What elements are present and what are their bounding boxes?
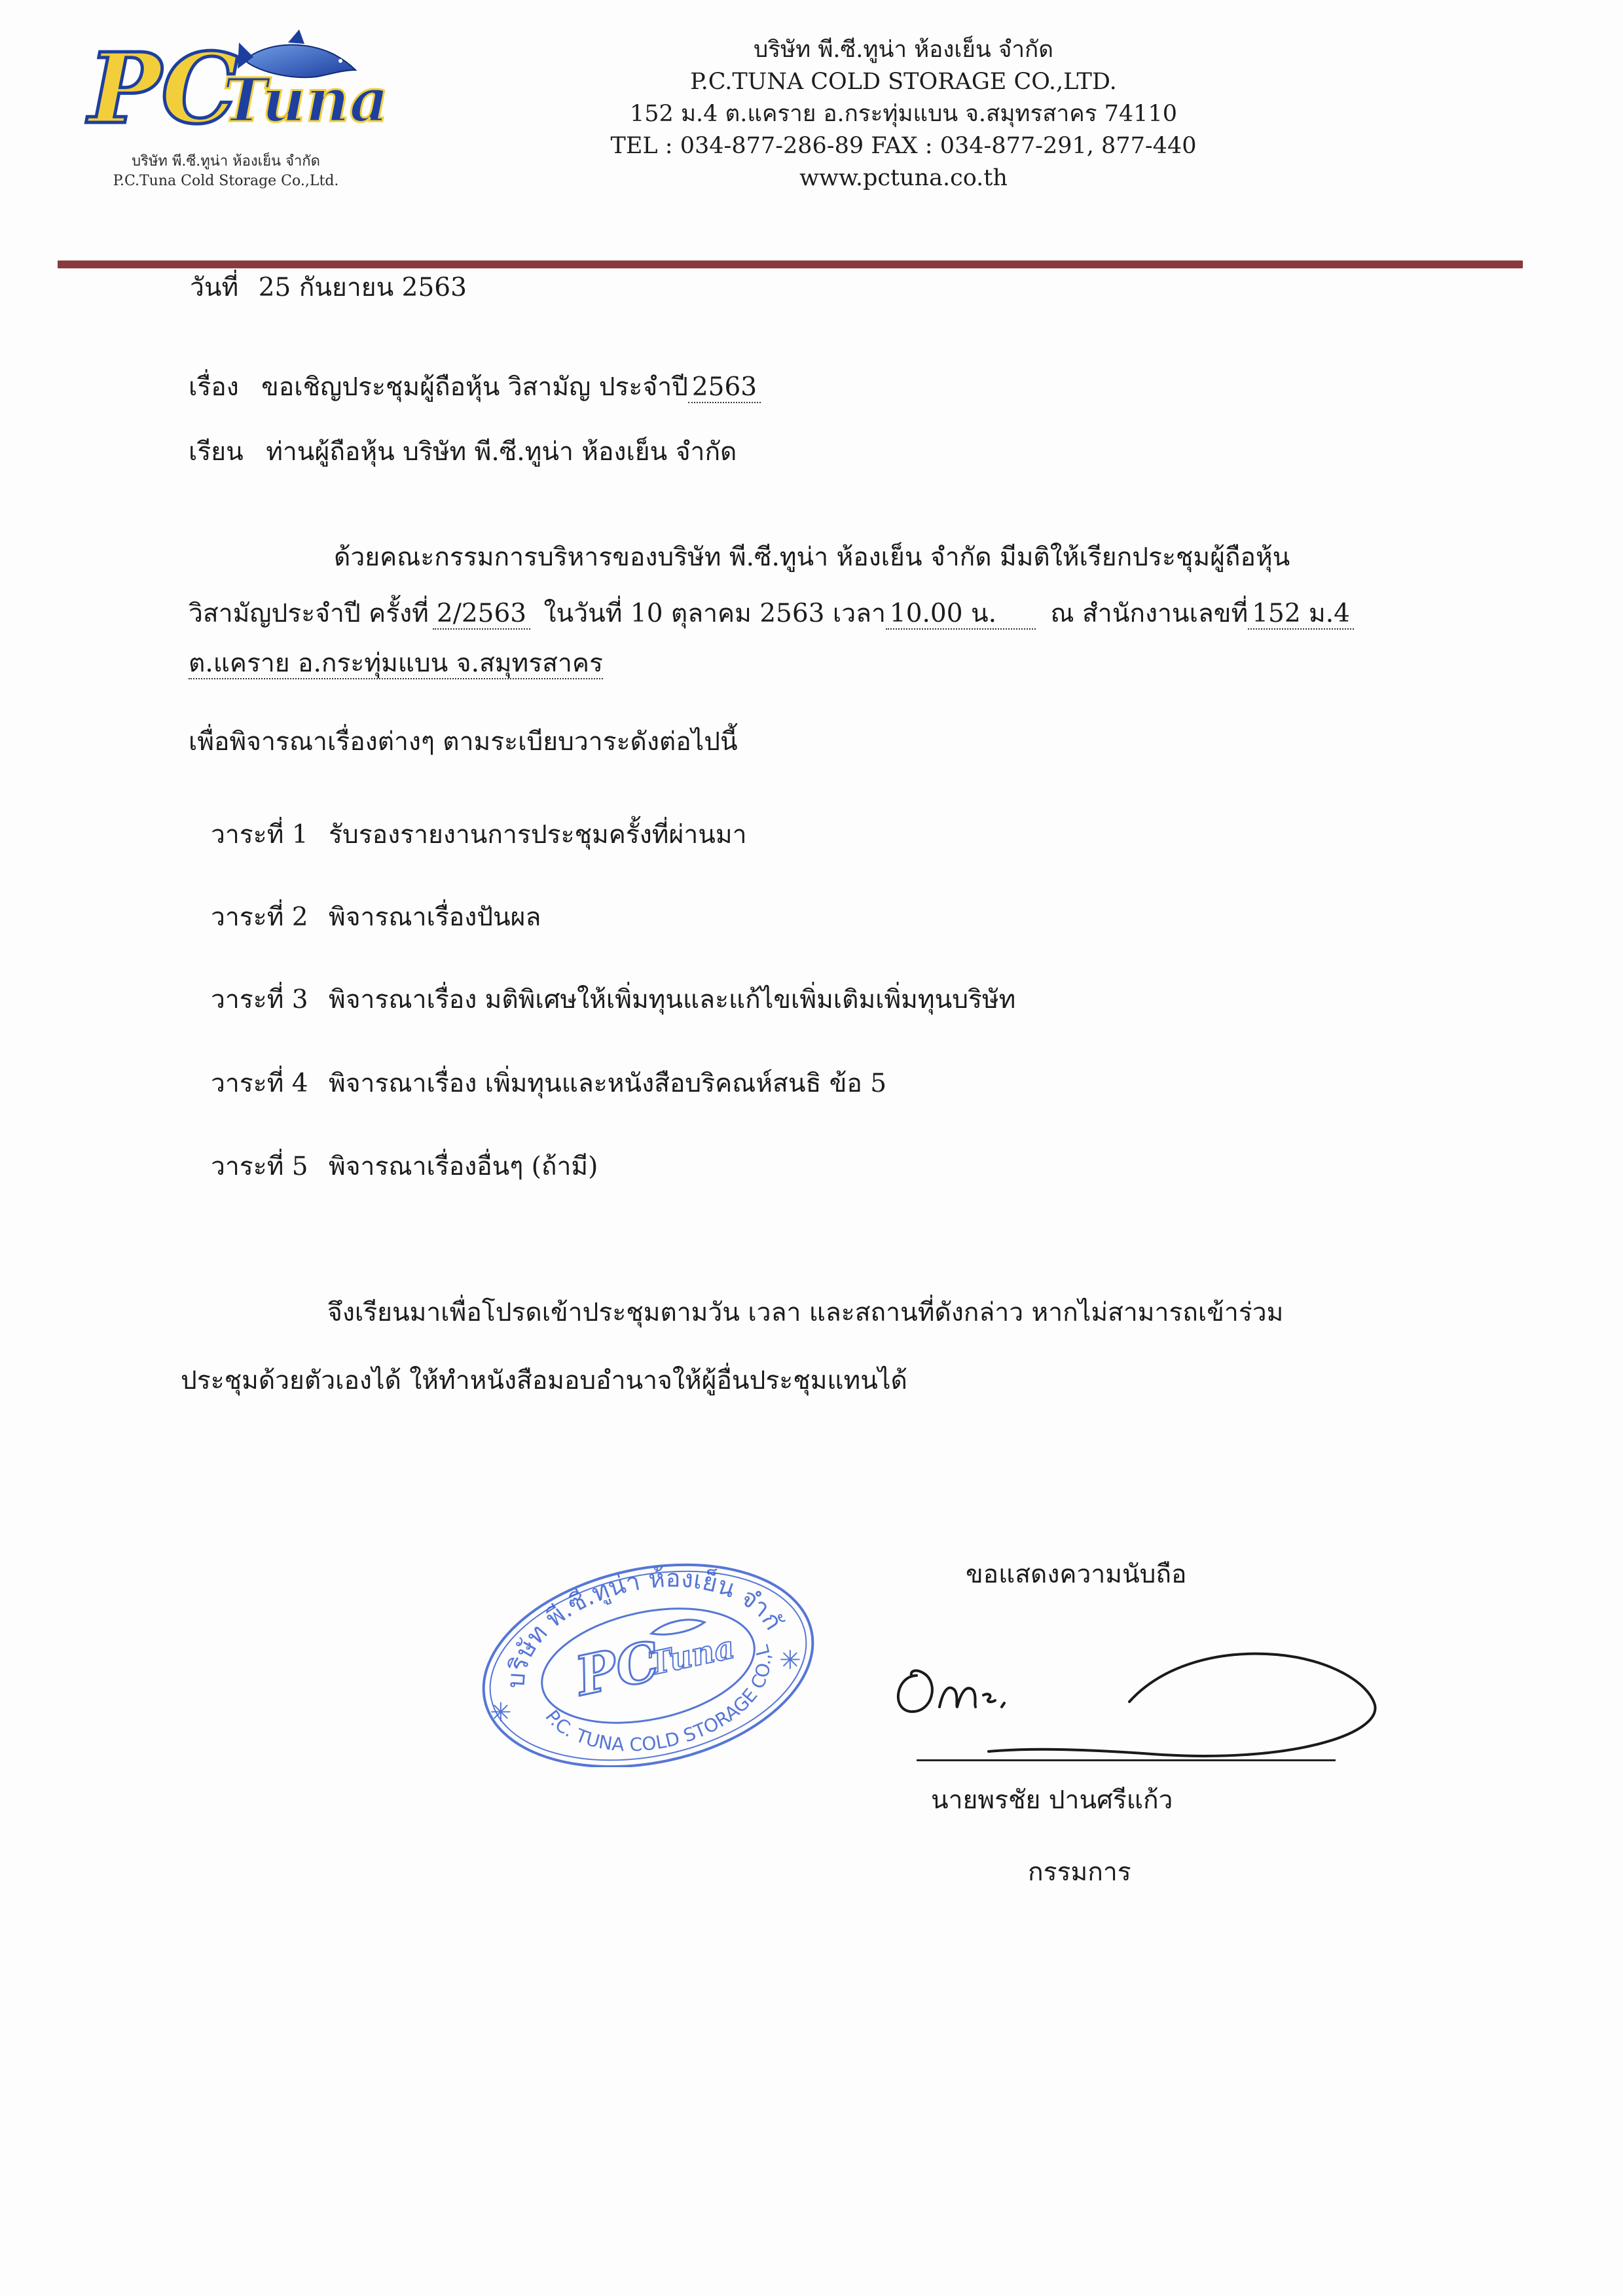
meeting-venue-label: ณ สำนักงานเลขที่ — [1050, 599, 1249, 628]
pc-tuna-logo — [82, 23, 389, 145]
meeting-time-value: 10.00 น. — [886, 599, 1036, 630]
agenda-item — [211, 1067, 886, 1101]
recipient-text: ท่านผู้ถือหุ้น บริษัท พี.ซี.ทูน่า ห้องเย็น จำกัด — [266, 437, 737, 467]
svg-text:Tuna: Tuna — [645, 1628, 738, 1683]
regards-text: ขอแสดงความนับถือ — [966, 1560, 1187, 1589]
logo-caption — [88, 152, 363, 191]
subject-text: ขอเชิญประชุมผู้ถือหุ้น วิสามัญ ประจำปี — [261, 372, 688, 402]
agenda-item — [211, 1150, 598, 1184]
svg-text:Tuna: Tuna — [223, 65, 389, 135]
handwritten-signature — [871, 1630, 1395, 1780]
agenda-item — [211, 901, 541, 935]
meeting-round-label: วิสามัญประจำปี ครั้งที่ — [189, 599, 429, 628]
agenda-item-text: รับรองรายงานการประชุมครั้งที่ผ่านมา — [329, 820, 747, 850]
recipient-line — [189, 435, 737, 469]
company-name-english: P.C.TUNA COLD STORAGE CO.,LTD. — [690, 69, 1117, 95]
agenda-item — [211, 983, 1015, 1017]
agenda-item-text: พิจารณาเรื่องอื่นๆ (ถ้ามี) — [329, 1152, 598, 1181]
signer-title: กรรมการ — [1028, 1857, 1131, 1887]
agenda-item — [211, 818, 747, 852]
agenda-item-number: วาระที่ 3 — [211, 985, 308, 1014]
date-line — [190, 271, 467, 305]
agenda-item-text: พิจารณาเรื่อง มติพิเศษให้เพิ่มทุนและแก้ไขเพิ่มเติมเพิ่มทุนบริษัท — [329, 985, 1016, 1014]
closing-line-2: ประชุมด้วยตัวเองได้ ให้ทำหนังสือมอบอำนาจให้ผู้อื่นประชุมแทนได้ — [181, 1366, 907, 1395]
company-name-thai: บริษัท พี.ซี.ทูน่า ห้องเย็น จำกัด — [754, 37, 1053, 63]
subject-label: เรื่อง — [189, 372, 239, 402]
agenda-item-number: วาระที่ 1 — [211, 820, 308, 850]
letterhead-company-info — [511, 34, 1296, 194]
agenda-item-number: วาระที่ 2 — [211, 903, 308, 932]
svg-text:PC: PC — [88, 31, 239, 145]
meeting-venue-address: ต.แคราย อ.กระทุ่มแบน จ.สมุทรสาคร — [189, 649, 603, 678]
logo-caption-thai: บริษัท พี.ซี.ทูน่า ห้องเย็น จำกัด — [132, 153, 320, 170]
closing-line-1: จึงเรียนมาเพื่อโปรดเข้าประชุมตามวัน เวลา และสถานที่ดังกล่าว หากไม่สามารถเข้าร่วม — [327, 1298, 1284, 1327]
agenda-item-text: พิจารณาเรื่องปันผล — [329, 903, 541, 932]
signer-name: นายพรชัย ปานศรีแก้ว — [931, 1785, 1173, 1815]
agenda-item-number: วาระที่ 4 — [211, 1069, 308, 1098]
body-paragraph-line-3 — [189, 647, 603, 681]
meeting-venue-value: 152 ม.4 — [1248, 599, 1354, 630]
letterhead-divider — [58, 260, 1523, 268]
body-paragraph-line-2 — [189, 597, 1354, 631]
company-address: 152 ม.4 ต.แคราย อ.กระทุ่มแบน จ.สมุทรสาคร 74110 — [630, 101, 1177, 127]
svg-text:บริษัท พี.ซี.ทูน่า ห้องเย็น จำ: บริษัท พี.ซี.ทูน่า ห้องเย็น จำกัด — [501, 1564, 789, 1689]
meeting-date-text: ในวันที่ 10 ตุลาคม 2563 เวลา — [543, 599, 886, 628]
body-paragraph-line-4: เพื่อพิจารณาเรื่องต่างๆ ตามระเบียบวาระดังต่อไปนี้ — [189, 727, 738, 757]
meeting-round-value: 2/2563 — [433, 599, 530, 630]
logo-caption-english: P.C.Tuna Cold Storage Co.,Ltd. — [113, 173, 339, 189]
company-website: www.pctuna.co.th — [799, 165, 1008, 191]
svg-text:✳: ✳ — [490, 1698, 512, 1728]
svg-text:P.C. TUNA COLD STORAGE CO.,LTD: P.C. TUNA COLD STORAGE CO.,LTD. — [541, 1645, 775, 1756]
date-value: 25 กันยายน 2563 — [258, 273, 467, 302]
body-paragraph-line-1: ด้วยคณะกรรมการบริหารของบริษัท พี.ซี.ทูน่า ห้องเย็น จำกัด มีมติให้เรียกประชุมผู้ถือหุ้น — [334, 543, 1290, 572]
svg-text:✳: ✳ — [779, 1645, 801, 1676]
agenda-item-text: พิจารณาเรื่อง เพิ่มทุนและหนังสือบริคณห์สนธิ ข้อ 5 — [329, 1069, 887, 1098]
svg-text:PC: PC — [570, 1629, 665, 1708]
company-seal-stamp — [471, 1558, 825, 1767]
subject-line — [189, 370, 761, 404]
company-contact: TEL : 034-877-286-89 FAX : 034-877-291, 877-440 — [610, 133, 1197, 159]
recipient-label: เรียน — [189, 437, 244, 467]
date-label: วันที่ — [190, 273, 239, 302]
subject-year: 2563 — [688, 372, 761, 403]
signature-line — [917, 1759, 1336, 1761]
agenda-item-number: วาระที่ 5 — [211, 1152, 308, 1181]
